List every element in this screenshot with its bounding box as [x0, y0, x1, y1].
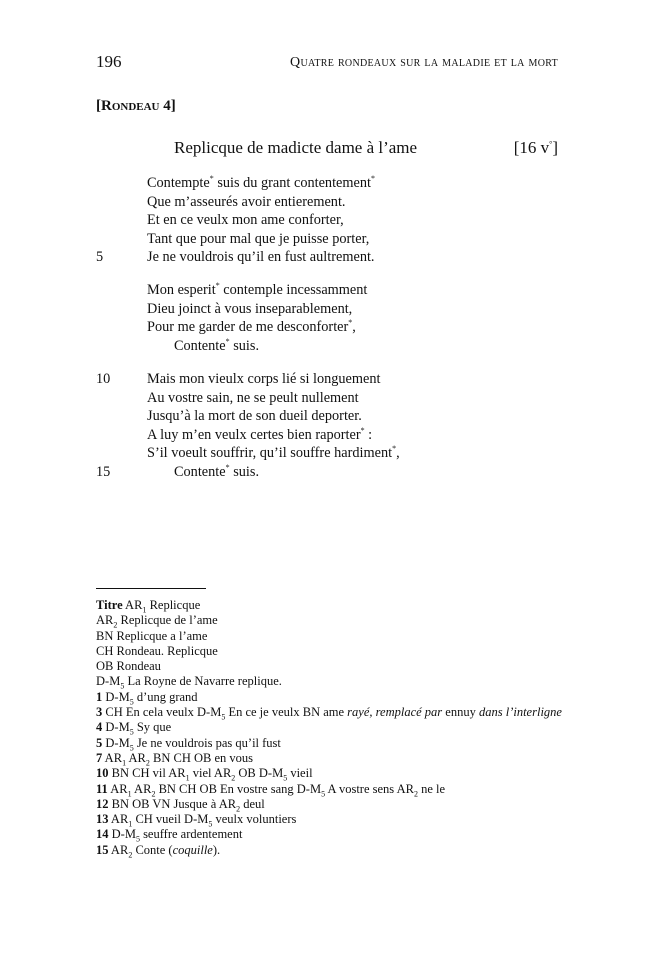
- folio-degree: °: [549, 139, 553, 149]
- text-segment: La Royne de Navarre replique.: [124, 674, 282, 689]
- text-segment: 12: [96, 796, 109, 811]
- asterisk-note-marker: *: [225, 462, 230, 472]
- verse-text: [147, 282, 367, 299]
- manuscript-index: 1: [127, 789, 132, 799]
- footnote-entry: [96, 644, 564, 659]
- footnote-entry: [96, 782, 564, 797]
- verse-line: [0, 445, 650, 464]
- text-segment: CH En cela veulx D-M: [102, 705, 222, 720]
- text-segment: ennuy: [442, 705, 479, 720]
- text-segment: ,: [396, 445, 400, 461]
- text-segment: d’ung grand: [133, 689, 198, 704]
- stanza: [0, 371, 650, 482]
- verse-line: [0, 231, 650, 250]
- poem-title: Replicque de madicte dame à l’ame: [174, 138, 418, 157]
- manuscript-index: 2: [113, 620, 118, 630]
- text-segment: Contente: [174, 463, 226, 480]
- text-segment: Mon esperit: [147, 282, 216, 298]
- text-segment: A vostre sens AR: [325, 781, 414, 796]
- text-segment: :: [364, 426, 373, 443]
- text-segment: OB D-M: [235, 766, 284, 781]
- stanza: [0, 175, 650, 268]
- verse-text: [147, 371, 380, 388]
- manuscript-index: 2: [145, 758, 150, 768]
- manuscript-index: 2: [236, 804, 241, 814]
- text-segment: 7: [96, 750, 103, 765]
- manuscript-index: 5: [283, 773, 288, 783]
- text-segment: BN CH OB en vous: [149, 750, 254, 765]
- text-segment: ,: [352, 319, 356, 335]
- verse-text: [147, 194, 346, 211]
- line-number: 10: [96, 371, 111, 387]
- critical-apparatus: [96, 598, 564, 858]
- text-segment: OB Rondeau: [96, 659, 161, 674]
- footnote-entry: [96, 720, 564, 735]
- text-segment: coquille: [172, 842, 213, 857]
- footnote-entry: [96, 705, 564, 720]
- text-segment: 1: [96, 689, 103, 704]
- refrain-line: [0, 338, 650, 357]
- text-segment: 13: [96, 812, 109, 827]
- text-segment: D-M: [102, 689, 130, 704]
- text-segment: En ce je veulx BN ame: [225, 705, 348, 720]
- text-segment: S’il voeult souffrir, qu’il souffre hardiment: [147, 445, 393, 461]
- text-segment: AR: [126, 750, 146, 765]
- text-segment: CH vueil D-M: [132, 812, 209, 827]
- footnote-entry: [96, 812, 564, 827]
- text-segment: deul: [240, 796, 265, 811]
- verse-line: [0, 249, 650, 268]
- footnote-entry: [96, 797, 564, 812]
- text-segment: D-M: [102, 720, 130, 735]
- text-segment: ).: [212, 842, 221, 857]
- text-segment: 5: [96, 735, 103, 750]
- text-segment: 10: [96, 766, 109, 781]
- text-segment: A luy m’en veulx certes bien raporter: [147, 426, 361, 443]
- asterisk-note-marker: *: [370, 174, 375, 184]
- verse-text: [147, 427, 372, 444]
- verse-text: [174, 464, 259, 481]
- text-segment: AR: [102, 750, 123, 765]
- verse-text: [147, 175, 375, 192]
- manuscript-index: 5: [129, 697, 134, 707]
- text-segment: CH Rondeau. Replicque: [96, 643, 218, 658]
- text-segment: ne le: [417, 781, 446, 796]
- text-segment: BN CH OB En vostre sang D-M: [155, 781, 322, 796]
- verse-line: [0, 371, 650, 390]
- footnote-entry: [96, 598, 564, 613]
- line-number: 5: [96, 249, 104, 265]
- footnote-entry: [96, 659, 564, 674]
- text-segment: Titre: [96, 598, 123, 612]
- manuscript-index: 5: [120, 681, 125, 691]
- text-segment: Conte (: [132, 842, 173, 857]
- manuscript-index: 2: [413, 789, 418, 799]
- manuscript-index: 5: [321, 789, 326, 799]
- manuscript-index: 5: [221, 712, 226, 722]
- text-segment: rayé, remplacé par: [347, 705, 443, 720]
- refrain-line: [0, 464, 650, 483]
- text-segment: 3: [96, 705, 103, 720]
- manuscript-index: 5: [129, 727, 134, 737]
- footnote-entry: [96, 613, 564, 628]
- footnote-entry: [96, 751, 564, 766]
- footnote-entry: [96, 827, 564, 842]
- verse-text: [147, 390, 359, 407]
- text-segment: Contempte: [147, 175, 210, 191]
- text-segment: contemple incessamment: [219, 282, 368, 298]
- text-segment: AR: [108, 812, 129, 827]
- text-segment: 15: [96, 842, 109, 857]
- text-segment: BN CH vil AR: [108, 766, 186, 781]
- manuscript-index: 1: [128, 819, 133, 829]
- text-segment: viel AR: [189, 766, 232, 781]
- text-segment: Contente: [174, 337, 226, 354]
- verse-text: [147, 231, 369, 248]
- verse-text: [147, 301, 352, 318]
- verse-line: [0, 301, 650, 320]
- text-segment: suis du grant contentement: [213, 175, 371, 191]
- text-segment: 11: [96, 781, 108, 796]
- verse-line: [0, 175, 650, 194]
- text-segment: BN OB VN Jusque à AR: [108, 796, 237, 811]
- asterisk-note-marker: *: [209, 174, 214, 184]
- text-segment: AR: [96, 613, 114, 628]
- asterisk-note-marker: *: [360, 425, 365, 435]
- text-segment: Replicque: [146, 598, 201, 612]
- stanza: [0, 282, 650, 356]
- running-title: Quatre rondeaux sur la maladie et la mort: [290, 55, 558, 70]
- verse-text: [174, 338, 259, 355]
- verse-line: [0, 408, 650, 427]
- text-segment: Dieu joinct à vous inseparablement,: [147, 300, 353, 317]
- verse-line: [0, 319, 650, 338]
- footnote-entry: [96, 674, 564, 689]
- text-segment: Je ne vouldrois pas qu’il fust: [133, 735, 281, 750]
- text-segment: AR: [108, 842, 129, 857]
- verse-line: [0, 427, 650, 446]
- text-segment: Replicque de l’ame: [117, 613, 218, 628]
- text-segment: AR: [131, 781, 152, 796]
- manuscript-index: 5: [129, 743, 134, 753]
- manuscript-index: 1: [122, 758, 127, 768]
- text-segment: Que m’asseurés avoir entierement.: [147, 193, 346, 210]
- text-segment: seuffre ardentement: [139, 827, 243, 842]
- verse-text: [147, 408, 362, 425]
- manuscript-index: 5: [208, 819, 213, 829]
- verse-line: [0, 194, 650, 213]
- folio-close: ]: [552, 138, 558, 157]
- text-segment: suis.: [229, 337, 260, 354]
- manuscript-index: 2: [151, 789, 156, 799]
- text-segment: D-M: [102, 735, 130, 750]
- text-segment: Pour me garder de me desconforter: [147, 319, 349, 335]
- footnote-entry: [96, 843, 564, 858]
- footnote-entry: [96, 736, 564, 751]
- text-segment: veulx voluntiers: [212, 812, 297, 827]
- text-segment: D-M: [96, 674, 121, 689]
- manuscript-index: 2: [128, 850, 133, 860]
- asterisk-note-marker: *: [215, 281, 220, 291]
- verse-text: [147, 319, 356, 336]
- text-segment: BN Replicque a l’ame: [96, 628, 208, 643]
- line-number: 15: [96, 463, 111, 480]
- verse-line: [0, 282, 650, 301]
- text-segment: vieil: [287, 766, 313, 781]
- text-segment: Mais mon vieulx corps lié si longuement: [147, 371, 381, 387]
- text-segment: Tant que pour mal que je puisse porter,: [147, 230, 370, 247]
- text-segment: D-M: [108, 827, 136, 842]
- text-segment: Sy que: [133, 720, 172, 735]
- footnote-entry: [96, 690, 564, 705]
- page-number: 196: [96, 52, 122, 71]
- asterisk-note-marker: *: [348, 318, 353, 328]
- section-heading: [Rondeau 4]: [96, 98, 176, 114]
- text-segment: Au vostre sain, ne se peult nullement: [147, 389, 359, 406]
- manuscript-index: 5: [135, 834, 140, 844]
- verse-line: [0, 212, 650, 231]
- asterisk-note-marker: *: [225, 336, 230, 346]
- footnote-entry: [96, 766, 564, 781]
- folio-reference: [514, 138, 558, 158]
- verse-text: [147, 249, 375, 266]
- manuscript-index: 1: [142, 605, 147, 615]
- text-segment: Je ne vouldrois qu’il en fust aultrement.: [147, 249, 375, 265]
- text-segment: AR: [107, 781, 128, 796]
- text-segment: 14: [96, 827, 109, 842]
- footnote-rule: [96, 588, 206, 589]
- manuscript-index: 2: [231, 773, 236, 783]
- text-segment: suis.: [229, 463, 260, 480]
- folio-text: [16 v: [513, 138, 550, 157]
- text-segment: Et en ce veulx mon ame conforter,: [147, 212, 344, 228]
- text-segment: AR: [122, 598, 143, 612]
- text-segment: Jusqu’à la mort de son dueil deporter.: [147, 408, 362, 424]
- verse-text: [147, 212, 344, 229]
- text-segment: dans l’interligne: [478, 705, 562, 720]
- text-segment: 4: [96, 720, 103, 735]
- asterisk-note-marker: *: [392, 444, 397, 454]
- manuscript-index: 1: [185, 773, 190, 783]
- verse-line: [0, 390, 650, 409]
- verse-text: [147, 445, 400, 462]
- footnote-entry: [96, 629, 564, 644]
